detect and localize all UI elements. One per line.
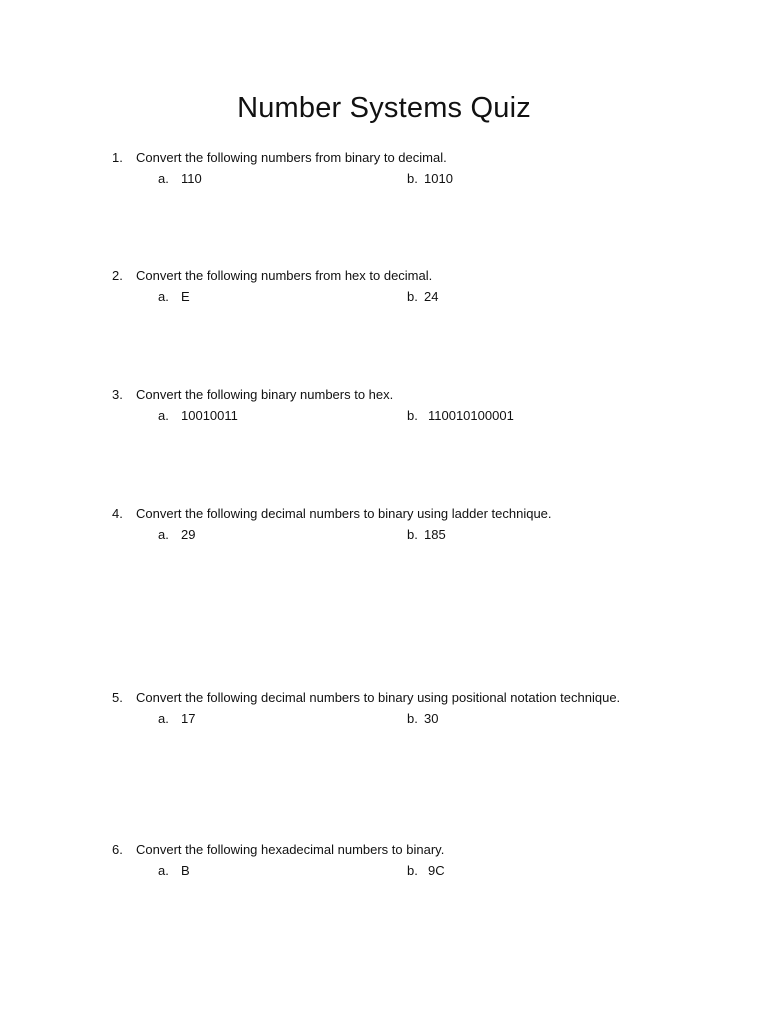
option-a-label: a. <box>158 171 169 186</box>
option-b-label: b. <box>407 711 418 726</box>
option-b-label: b. <box>407 527 418 542</box>
option-a-value: B <box>181 863 190 878</box>
option-b-value: 110010100001 <box>428 408 514 423</box>
question-number: 3. <box>112 387 123 402</box>
question-number: 2. <box>112 268 123 283</box>
option-b-label: b. <box>407 863 418 878</box>
option-a-label: a. <box>158 711 169 726</box>
question-number: 5. <box>112 690 123 705</box>
option-a-value: 29 <box>181 527 196 542</box>
option-a-label: a. <box>158 408 169 423</box>
option-b-value: 9C <box>428 863 445 878</box>
option-b-value: 24 <box>424 289 439 304</box>
question-text: Convert the following binary numbers to hex. <box>136 387 394 402</box>
option-a-value: 17 <box>181 711 196 726</box>
option-a-label: a. <box>158 289 169 304</box>
question-text: Convert the following numbers from hex to decimal. <box>136 268 433 283</box>
question-text: Convert the following decimal numbers to binary using positional notation technique. <box>136 690 621 705</box>
option-b-label: b. <box>407 408 418 423</box>
question-text: Convert the following decimal numbers to binary using ladder technique. <box>136 506 552 521</box>
option-b-value: 30 <box>424 711 439 726</box>
question-number: 4. <box>112 506 123 521</box>
question-number: 1. <box>112 150 123 165</box>
option-a-label: a. <box>158 527 169 542</box>
question-text: Convert the following hexadecimal numbers to binary. <box>136 842 445 857</box>
question-number: 6. <box>112 842 123 857</box>
option-b-value: 1010 <box>424 171 453 186</box>
option-b-value: 185 <box>424 527 446 542</box>
option-b-label: b. <box>407 171 418 186</box>
question-text: Convert the following numbers from binary to decimal. <box>136 150 447 165</box>
option-a-value: 110 <box>181 171 202 186</box>
page-title: Number Systems Quiz <box>237 92 531 124</box>
option-b-label: b. <box>407 289 418 304</box>
option-a-value: E <box>181 289 190 304</box>
option-a-value: 10010011 <box>181 408 238 423</box>
option-a-label: a. <box>158 863 169 878</box>
